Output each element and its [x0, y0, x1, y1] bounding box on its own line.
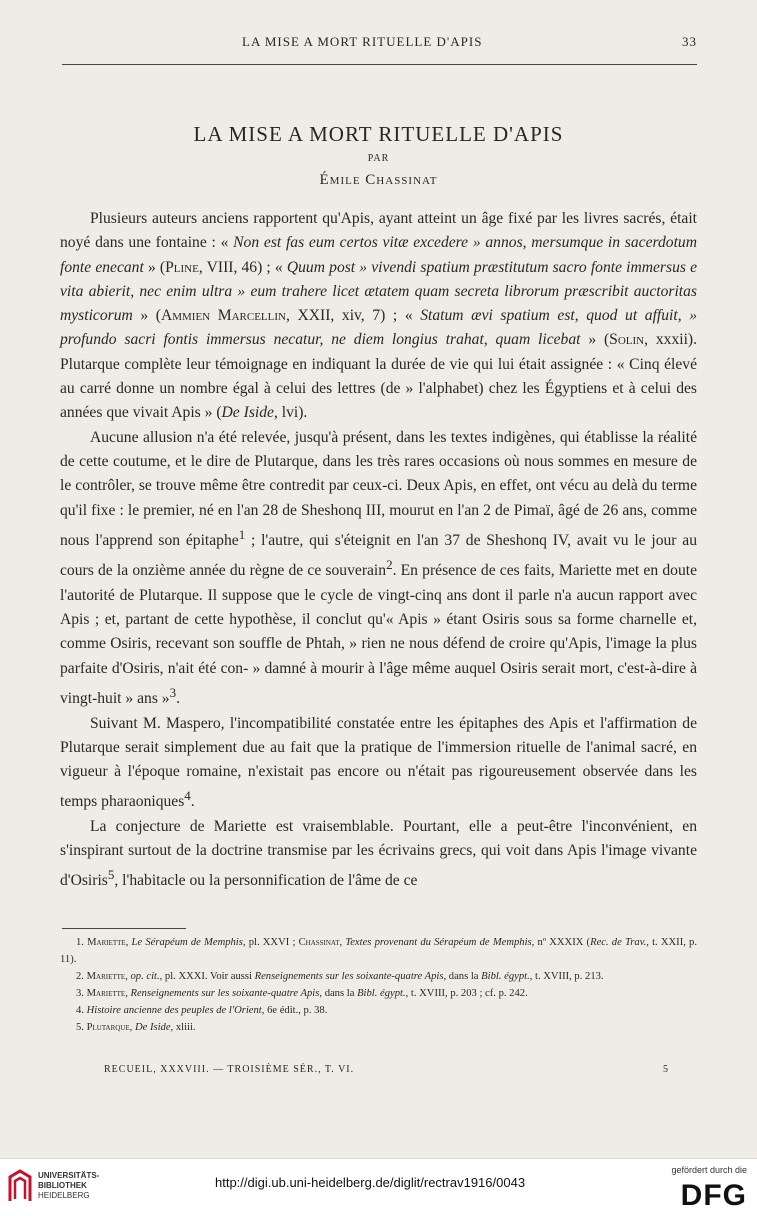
footnote-rule	[62, 928, 186, 929]
footnote-4: 4. Histoire ancienne des peuples de l'Orient, 6e édit., p. 38.	[76, 1005, 328, 1016]
paragraph-3: Suivant M. Maspero, l'incompatibilité constatée entre les épitaphes des Apis et l'affirmation de Plutarque serait simplement due au fait que la pratique de l'immersion rituelle de l'animal sacré, en vigueur à l'époque romaine, n'existait pas encore ou n'était pas rigoureusement observée dans les temps pharaoniques$^4$.	[60, 714, 697, 811]
logo-inner	[15, 1178, 25, 1199]
permalink-url[interactable]: http://digi.ub.uni-heidelberg.de/diglit/rectrav1916/0043	[215, 1175, 526, 1190]
footnote-ref: 1	[238, 526, 246, 542]
byline-par: PAR	[367, 153, 390, 164]
footnote-3: 3. Mariette, Renseignements sur les soixante-quatre Apis, dans la Bibl. égypt., t. XVIII, p. 203 ; cf. p. 242.	[76, 988, 528, 999]
footnote-1: 1. Mariette, Le Sérapéum de Memphis, pl. XXVI ; Chassinat, Textes provenant du Sérapéum de Memphis, nº XXXIX (Rec. de Trav., t. XXII, p. 11).	[60, 937, 697, 965]
footnote-ref: 5	[107, 867, 115, 883]
university-library-logo-icon	[8, 1169, 32, 1203]
article-body	[60, 207, 697, 894]
article-author: Émile Chassinat	[319, 172, 438, 188]
article-title: LA MISE A MORT RITUELLE D'APIS	[193, 122, 564, 146]
page-number: 33	[682, 34, 697, 49]
footnote-2: 2. Mariette, op. cit., pl. XXXI. Voir aussi Renseignements sur les soixante-quatre Apis, dans la Bibl. égypt., t. XVIII, p. 213.	[76, 971, 604, 982]
library-name: UNIVERSITÄTS- BIBLIOTHEK HEIDELBERG	[38, 1171, 100, 1200]
viewer-footer	[0, 1158, 757, 1216]
footnote-ref: 2	[386, 557, 393, 573]
funded-by-label: gefördert durch die	[671, 1165, 747, 1175]
paragraph-4: La conjecture de Mariette est vraisemblable. Pourtant, elle a peut-être l'inconvénient, en s'inspirant surtout de la doctrine transmise par les écrivains grecs, qui voit dans Apis l'image vivante d'Osiris$^5$, l'habitacle ou la personnification de l'âme de ce	[60, 817, 697, 890]
header-rule	[62, 64, 697, 65]
footnotes	[60, 934, 697, 1036]
dfg-logo: DFG	[680, 1179, 747, 1212]
paragraph-2: Aucune allusion n'a été relevée, jusqu'à présent, dans les textes indigènes, qui établisse la réalité de cette coutume, et le dire de Plutarque, dans les très rares occasions où nous sommes en mesure de le contrôler, se trouve même être contredit par ceux-ci. Deux Apis, en effet, ont vécu au delà du terme qu'il fixe : le premier, né en l'an 28 de Sheshonq III, mourut en l'an 2 de Pimaï, âgé de 26 ans, comme nous l'apprend son épitaphe$^1$ ; l'autre, qui s'éteignit en l'an 37 de Sheshonq IV, avait vu le jour au cours de la onzième année du règne de ce souverain$^2$. En présence de ces faits, Mariette met en doute l'autorité de Plutarque. Il suppose que le cycle de vingt-cinq ans dont il parle n'a aucun rapport avec Apis ; et, partant de cette hypothèse, il conclut qu'« Apis » étant Osiris sous sa forme charnelle et, comme Osiris, recevant son souffle de Phtah, » rien ne nous défend de croire qu'Apis, l'image la plus parfaite d'Osiris, n'ait été con- » damné à mourir à l'âge même auquel Osiris serait mort, c'est-à-dire à vingt-huit » ans »$^3$.	[60, 428, 697, 708]
footnote-ref: 3	[169, 685, 177, 701]
paragraph-1: Plusieurs auteurs anciens rapportent qu'Apis, ayant atteint un âge fixé par les livres sacrés, était noyé dans une fontaine : « Non est fas eum certos vitæ excedere » annos, mersumque in sacerdotum fonte enecant » (Pline, VIII, 46) ; « Quum post » vivendi spatium præstitutum sacro fonte immersus e vita abierit, nec enim ultra » eum trahere licet ætatem quam secreta librorum præscribit auctoritas mysticorum » (Ammien Marcellin, XXII, xiv, 7) ; « Statum ævi spatium est, quod ut affuit, » profundo sacri fontis immersus necatur, ne diem longius trahat, quam licebat » (Solin, xxxii). Plutarque complète leur témoignage en indiquant la durée de vie qui lui était assignée : « Cinq élevé au carré donne un nombre égal à celui des lettres (de » l'alphabet) chez les Égyptiens et à celui des années que vivait Apis » (De Iside, lvi).	[60, 210, 698, 422]
signature-mark: 5	[663, 1064, 669, 1075]
footnote-ref: 4	[184, 788, 191, 804]
running-title: LA MISE A MORT RITUELLE D'APIS	[242, 34, 483, 49]
logo-outline	[10, 1171, 30, 1201]
footnote-5: 5. Plutarque, De Iside, xliii.	[76, 1022, 196, 1033]
signature-text: RECUEIL, XXXVIII. — TROISIÈME SÉR., T. VI.	[104, 1064, 355, 1075]
